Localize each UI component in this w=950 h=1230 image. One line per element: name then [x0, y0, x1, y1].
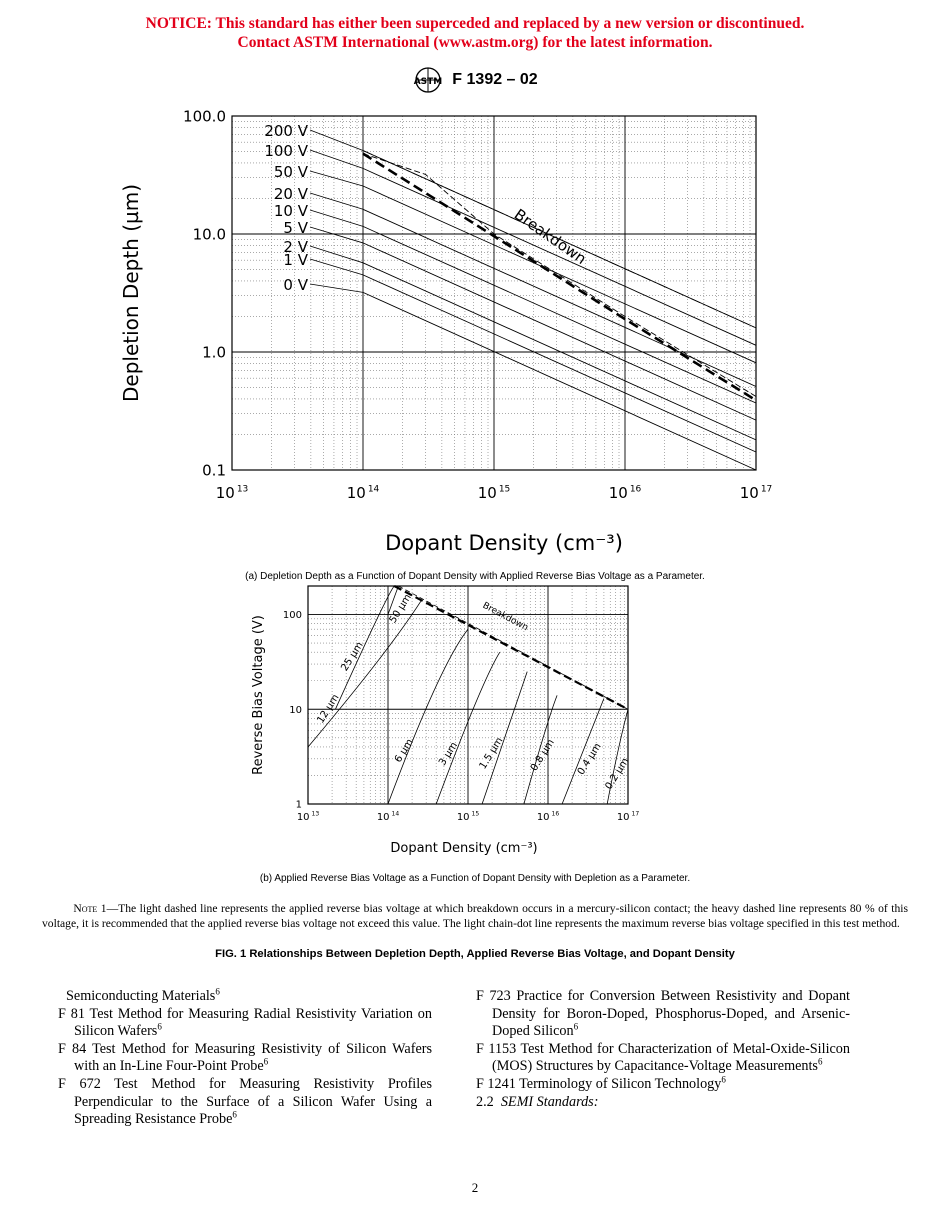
- voltage-label: 5 V: [283, 219, 308, 237]
- depth-label: 3 µm: [437, 740, 461, 768]
- figure-b-caption: (b) Applied Reverse Bias Voltage as a Function of Dopant Density with Depletion as a Parameter.: [259, 873, 691, 884]
- x-tick-label: 10 $^{14}$: [376, 810, 400, 823]
- voltage-label: 200 V: [264, 122, 308, 140]
- reference-item: F 672 Test Method for Measuring Resistivity Profiles Perpendicular to the Surface of a Silicon Wafer Using a Spreading Resistance Probe$^6$: [58, 1075, 432, 1128]
- y-tick-label: 1: [295, 799, 302, 811]
- voltage-leader-line: [310, 246, 363, 263]
- voltage-label: 0 V: [283, 276, 308, 294]
- voltage-leader-line: [310, 130, 363, 151]
- voltage-label: 20 V: [273, 185, 308, 203]
- x-tick-label: 10 $^{16}$: [536, 810, 560, 823]
- note-text: —The light dashed line represents the applied reverse bias voltage at which breakdown occurs in a mercury-silicon contact; the heavy dashed line represents 80 % of this voltage, it is recommended that the applied reverse bias voltage not exceed this value. The light chain-dot line represents the maximum reverse bias voltage specified in this test method.: [42, 902, 908, 931]
- figure-title: FIG. 1 Relationships Between Depletion Depth, Applied Reverse Bias Voltage, and Dopant Density: [215, 948, 735, 960]
- document-header: [0, 66, 950, 99]
- reference-item: F 1153 Test Method for Characterization of Metal-Oxide-Silicon (MOS) Structures by Capacitance-Voltage Measurements$^6$: [476, 1040, 850, 1075]
- notice-banner: [0, 14, 950, 52]
- voltage-label: 10 V: [273, 202, 308, 220]
- voltage-leader-line: [310, 259, 363, 275]
- voltage-leader-line: [310, 284, 363, 292]
- y-tick-label: 1.0: [202, 343, 226, 362]
- voltage-leader-line: [310, 193, 363, 209]
- x-axis-label: Dopant Density (cm⁻³): [385, 531, 623, 555]
- figure-note: [42, 901, 908, 932]
- reference-item: F 81 Test Method for Measuring Radial Resistivity Variation on Silicon Wafers$^6$: [58, 1005, 432, 1040]
- y-tick-label: 100.0: [183, 108, 226, 126]
- voltage-leader-line: [310, 227, 363, 243]
- depth-label: 50 µm: [387, 592, 414, 626]
- figure-b-chart: [240, 582, 660, 862]
- x-tick-label: 10 $^{14}$: [346, 484, 380, 502]
- section-heading: 2.2 SEMI Standards:: [476, 1093, 599, 1110]
- voltage-label: 1 V: [283, 251, 308, 269]
- voltage-leader-line: [310, 171, 363, 186]
- notice-line-2: Contact ASTM International (www.astm.org) for the latest information.: [237, 34, 713, 51]
- x-tick-label: 10 $^{13}$: [296, 810, 320, 823]
- y-axis-label: Reverse Bias Voltage (V): [251, 615, 266, 775]
- references-right-column: [476, 988, 850, 1111]
- depth-label: 0.8 µm: [528, 737, 557, 774]
- voltage-label: 2 V: [283, 238, 308, 256]
- y-tick-label: 100: [282, 610, 302, 622]
- y-tick-label: 10: [289, 704, 302, 716]
- reference-item: F 1241 Terminology of Silicon Technology$^6$: [476, 1074, 726, 1092]
- designation: F 1392 – 02: [452, 71, 538, 88]
- depth-curve: [308, 601, 421, 747]
- voltage-leader-line: [310, 210, 363, 226]
- depth-label: 6 µm: [392, 737, 416, 765]
- voltage-leader-line: [310, 150, 363, 168]
- depth-curve: [335, 586, 394, 709]
- x-tick-label: 10 $^{16}$: [608, 484, 642, 502]
- voltage-label: 100 V: [264, 142, 308, 160]
- figure-a-chart: [110, 108, 790, 568]
- x-axis-label: Dopant Density (cm⁻³): [390, 841, 538, 856]
- reference-item: F 84 Test Method for Measuring Resistivity of Silicon Wafers with an In-Line Four-Point Probe$^6$: [58, 1040, 432, 1075]
- y-tick-label: 10.0: [192, 225, 226, 244]
- reference-item: F 723 Practice for Conversion Between Resistivity and Dopant Density for Boron-Doped, Phosphorus-Doped, and Arsenic-Doped Silicon$^6$: [476, 988, 850, 1040]
- note-label: Note: [73, 902, 98, 915]
- x-tick-label: 10 $^{17}$: [616, 810, 640, 823]
- note-number: 1: [100, 902, 107, 915]
- voltage-line-50v: [363, 186, 756, 363]
- x-tick-label: 10 $^{15}$: [477, 484, 511, 502]
- x-tick-label: 10 $^{15}$: [456, 810, 480, 823]
- figure-a-caption: (a) Depletion Depth as a Function of Dopant Density with Applied Reverse Bias Voltage as a Parameter.: [245, 571, 705, 582]
- depth-label: 12 µm: [315, 692, 342, 726]
- breakdown-label: Breakdown: [510, 205, 590, 269]
- y-tick-label: 0.1: [202, 461, 226, 480]
- astm-logo-icon: [412, 66, 444, 94]
- astm-logo-text: ASTM: [414, 77, 443, 87]
- y-axis-label: Depletion Depth (µm): [119, 183, 143, 403]
- depth-label: 0.4 µm: [575, 741, 604, 778]
- breakdown-label: Breakdown: [480, 600, 530, 634]
- voltage-label: 50 V: [273, 163, 308, 181]
- x-tick-label: 10 $^{13}$: [215, 484, 249, 502]
- page-number: 2: [471, 1180, 479, 1195]
- depth-label: 0.2 µm: [603, 756, 632, 792]
- voltage-line-2v: [363, 263, 756, 440]
- x-tick-label: 10 $^{17}$: [739, 484, 773, 502]
- depth-label: 25 µm: [339, 640, 366, 674]
- notice-line-1: NOTICE: This standard has either been superceded and replaced by a new version or discontinued.: [145, 15, 805, 32]
- reference-item: Semiconducting Materials$^6$: [66, 986, 220, 1004]
- depth-curve: [388, 629, 468, 804]
- references-left-column: [58, 988, 432, 1129]
- depth-label: 1.5 µm: [477, 735, 506, 772]
